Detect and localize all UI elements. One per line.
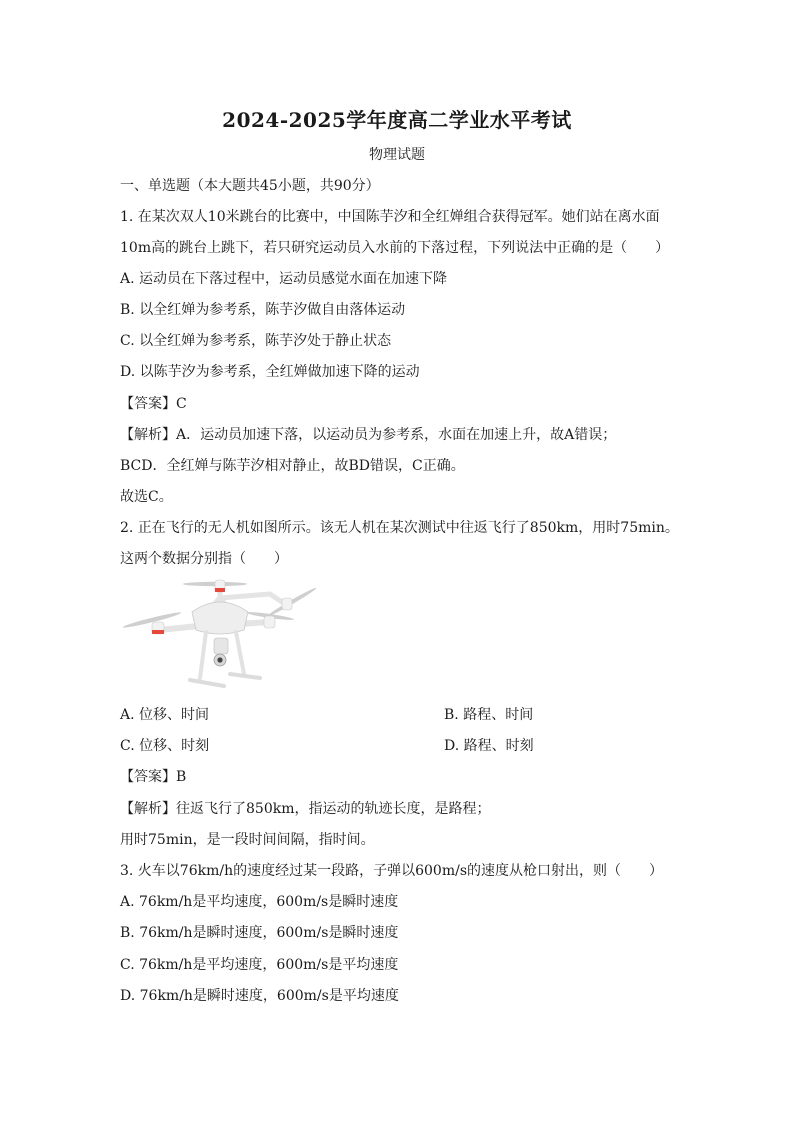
q1-option-a: A. 运动员在下落过程中，运动员感觉水面在加速下降 bbox=[120, 271, 448, 287]
q1-stem-line1: 1. 在某次双人10米跳台的比赛中，中国陈芋汐和全红婵组合获得冠军。她们站在离水面 bbox=[120, 209, 660, 225]
exam-subtitle: 物理试题 bbox=[369, 147, 425, 163]
drone-illustration-icon bbox=[122, 580, 317, 686]
q2-stem-line2: 这两个数据分别指（ ） bbox=[120, 551, 288, 567]
q1-analysis-line3: 故选C。 bbox=[120, 489, 173, 505]
q1-answer: 【答案】C bbox=[120, 396, 187, 412]
q2-analysis-line2: 用时75min，是一段时间间隔，指时间。 bbox=[120, 832, 375, 848]
q3-stem: 3. 火车以76km/h的速度经过某一段路，子弹以600m/s的速度从枪口射出，则（ ） bbox=[120, 863, 664, 879]
q1-stem-line2: 10m高的跳台上跳下，若只研究运动员入水前的下落过程，下列说法中正确的是（ ） bbox=[120, 240, 670, 256]
q1-option-c: C. 以全红婵为参考系，陈芋汐处于静止状态 bbox=[120, 333, 392, 349]
q1-option-b: B. 以全红婵为参考系，陈芋汐做自由落体运动 bbox=[120, 302, 406, 318]
q2-option-d: D. 路程、时刻 bbox=[444, 738, 534, 754]
q3-option-a: A. 76km/h是平均速度，600m/s是瞬时速度 bbox=[120, 894, 399, 910]
q2-stem-line1: 2. 正在飞行的无人机如图所示。该无人机在某次测试中往返飞行了850km，用时75min。 bbox=[120, 520, 679, 536]
q3-option-c: C. 76km/h是平均速度，600m/s是平均速度 bbox=[120, 957, 399, 973]
section-heading: 一、单选题（本大题共45小题，共90分） bbox=[120, 178, 380, 194]
q2-analysis-line1: 【解析】往返飞行了850km，指运动的轨迹长度，是路程； bbox=[120, 801, 491, 817]
q3-option-d: D. 76km/h是瞬时速度，600m/s是平均速度 bbox=[120, 988, 399, 1004]
drone-image bbox=[120, 578, 320, 696]
q1-analysis-line1: 【解析】A．运动员加速下落，以运动员为参考系，水面在加速上升，故A错误； bbox=[120, 427, 617, 443]
q2-option-c: C. 位移、时刻 bbox=[120, 738, 210, 754]
exam-title: 2024-2025学年度高二学业水平考试 bbox=[222, 108, 572, 132]
q3-option-b: B. 76km/h是瞬时速度，600m/s是瞬时速度 bbox=[120, 925, 399, 941]
q2-answer: 【答案】B bbox=[120, 769, 187, 785]
q1-analysis-line2: BCD．全红婵与陈芋汐相对静止，故BD错误，C正确。 bbox=[120, 458, 465, 474]
q2-option-b: B. 路程、时间 bbox=[444, 707, 534, 723]
q1-option-d: D. 以陈芋汐为参考系，全红婵做加速下降的运动 bbox=[120, 364, 420, 380]
q2-option-a: A. 位移、时间 bbox=[120, 707, 210, 723]
